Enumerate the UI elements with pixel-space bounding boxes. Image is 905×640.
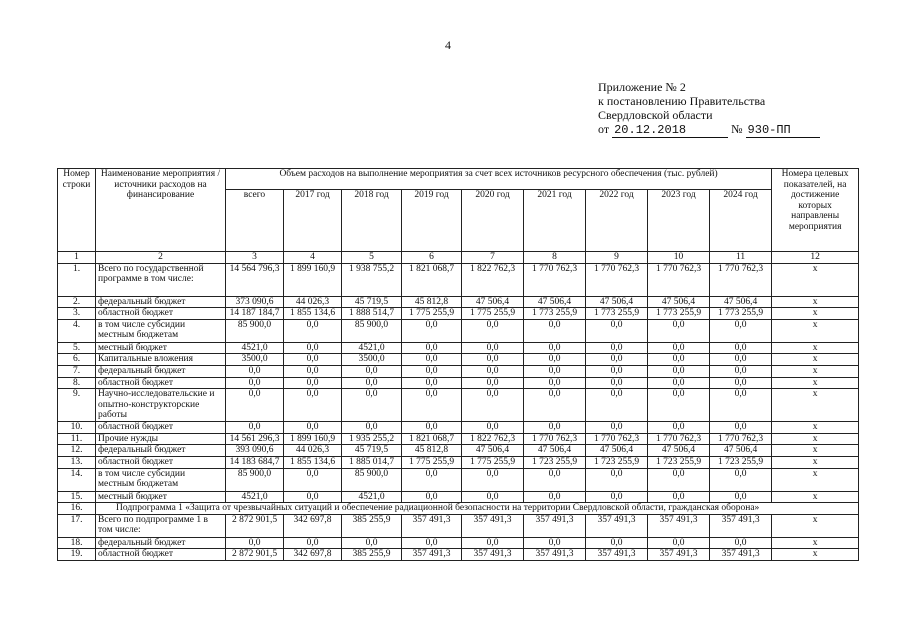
value-cell: 0,0 — [710, 319, 772, 342]
table-row — [58, 537, 859, 549]
value-cell: 0,0 — [524, 319, 586, 342]
row-number: 19. — [58, 549, 96, 561]
header-2022: 2022 год — [586, 190, 648, 252]
value-cell: 1 935 255,2 — [342, 433, 402, 445]
column-index-row — [58, 252, 859, 264]
value-cell: 0,0 — [586, 468, 648, 491]
value-cell: 0,0 — [402, 537, 462, 549]
table-row — [58, 433, 859, 445]
column-index-cell: 10 — [648, 252, 710, 264]
value-cell: 45 812,8 — [402, 296, 462, 308]
table-row — [58, 389, 859, 422]
row-name: областной бюджет — [96, 377, 226, 389]
value-cell: 0,0 — [586, 422, 648, 434]
row-name: Научно-исследовательские и опытно-конструкторские работы — [96, 389, 226, 422]
column-index-cell: 1 — [58, 252, 96, 264]
table-row — [58, 445, 859, 457]
table-row — [58, 491, 859, 503]
value-cell: 0,0 — [648, 342, 710, 354]
value-cell: 0,0 — [710, 342, 772, 354]
value-cell: 2 872 901,5 — [226, 514, 284, 537]
table-row — [58, 456, 859, 468]
value-cell: 0,0 — [462, 342, 524, 354]
row-name: областной бюджет — [96, 456, 226, 468]
value-cell: 1 770 762,3 — [586, 433, 648, 445]
value-cell: 0,0 — [462, 491, 524, 503]
value-cell: 0,0 — [342, 422, 402, 434]
target-cell: х — [772, 308, 859, 320]
value-cell: 47 506,4 — [648, 445, 710, 457]
row-number: 10. — [58, 422, 96, 434]
header-2018: 2018 год — [342, 190, 402, 252]
value-cell: 47 506,4 — [462, 296, 524, 308]
value-cell: 47 506,4 — [648, 296, 710, 308]
value-cell: 357 491,3 — [524, 514, 586, 537]
appendix-resolution: к постановлению Правительства — [598, 94, 766, 108]
value-cell: 0,0 — [226, 389, 284, 422]
value-cell: 0,0 — [648, 354, 710, 366]
column-index-cell: 8 — [524, 252, 586, 264]
value-cell: 0,0 — [648, 537, 710, 549]
table-header-row — [58, 169, 859, 190]
value-cell: 0,0 — [402, 389, 462, 422]
value-cell: 0,0 — [524, 377, 586, 389]
value-cell: 1 773 255,9 — [710, 308, 772, 320]
target-cell: х — [772, 342, 859, 354]
number-prefix: № — [731, 122, 743, 136]
value-cell: 0,0 — [284, 389, 342, 422]
value-cell: 0,0 — [710, 422, 772, 434]
value-cell: 0,0 — [342, 389, 402, 422]
column-index-cell: 4 — [284, 252, 342, 264]
value-cell: 47 506,4 — [710, 296, 772, 308]
row-name: Всего по подпрограмме 1 в том числе: — [96, 514, 226, 537]
value-cell: 357 491,3 — [402, 549, 462, 561]
row-number: 12. — [58, 445, 96, 457]
row-number: 18. — [58, 537, 96, 549]
value-cell: 0,0 — [710, 389, 772, 422]
target-cell: х — [772, 456, 859, 468]
value-cell: 14 564 796,3 — [226, 263, 284, 296]
row-name: областной бюджет — [96, 549, 226, 561]
value-cell: 4521,0 — [342, 491, 402, 503]
row-name: Прочие нужды — [96, 433, 226, 445]
value-cell: 0,0 — [710, 365, 772, 377]
value-cell: 0,0 — [462, 354, 524, 366]
resolution-number: 930-ПП — [746, 123, 820, 138]
value-cell: 342 697,8 — [284, 549, 342, 561]
row-number: 17. — [58, 514, 96, 537]
value-cell: 1 885 014,7 — [342, 456, 402, 468]
row-number: 5. — [58, 342, 96, 354]
value-cell: 357 491,3 — [586, 549, 648, 561]
value-cell: 0,0 — [462, 468, 524, 491]
header-2020: 2020 год — [462, 190, 524, 252]
value-cell: 47 506,4 — [586, 296, 648, 308]
value-cell: 45 719,5 — [342, 296, 402, 308]
header-2021: 2021 год — [524, 190, 586, 252]
value-cell: 0,0 — [342, 537, 402, 549]
value-cell: 357 491,3 — [462, 514, 524, 537]
value-cell: 0,0 — [524, 491, 586, 503]
value-cell: 0,0 — [462, 377, 524, 389]
header-2024: 2024 год — [710, 190, 772, 252]
value-cell: 357 491,3 — [710, 549, 772, 561]
row-number: 16. — [58, 503, 96, 515]
value-cell: 357 491,3 — [524, 549, 586, 561]
row-number: 8. — [58, 377, 96, 389]
value-cell: 1 821 068,7 — [402, 433, 462, 445]
value-cell: 0,0 — [462, 422, 524, 434]
header-row-number: Номер строки — [58, 169, 96, 252]
value-cell: 0,0 — [648, 377, 710, 389]
target-cell: х — [772, 296, 859, 308]
value-cell: 1 855 134,6 — [284, 456, 342, 468]
value-cell: 1 770 762,3 — [648, 263, 710, 296]
value-cell: 0,0 — [524, 342, 586, 354]
header-2017: 2017 год — [284, 190, 342, 252]
value-cell: 0,0 — [586, 365, 648, 377]
value-cell: 357 491,3 — [402, 514, 462, 537]
table-row — [58, 319, 859, 342]
value-cell: 1 723 255,9 — [648, 456, 710, 468]
target-cell: х — [772, 537, 859, 549]
value-cell: 342 697,8 — [284, 514, 342, 537]
row-name: местный бюджет — [96, 342, 226, 354]
value-cell: 357 491,3 — [586, 514, 648, 537]
date-prefix: от — [598, 122, 610, 136]
target-cell: х — [772, 491, 859, 503]
value-cell: 4521,0 — [226, 491, 284, 503]
value-cell: 45 719,5 — [342, 445, 402, 457]
value-cell: 393 090,6 — [226, 445, 284, 457]
header-volume: Объем расходов на выполнение мероприятия за счет всех источников ресурсного обеспечения (тыс. рублей) — [226, 169, 772, 190]
row-number: 1. — [58, 263, 96, 296]
row-number: 2. — [58, 296, 96, 308]
value-cell: 47 506,4 — [586, 445, 648, 457]
value-cell: 0,0 — [524, 365, 586, 377]
value-cell: 1 723 255,9 — [524, 456, 586, 468]
row-number: 6. — [58, 354, 96, 366]
value-cell: 85 900,0 — [342, 468, 402, 491]
value-cell: 0,0 — [284, 319, 342, 342]
appendix-date-line — [598, 122, 820, 138]
value-cell: 0,0 — [402, 354, 462, 366]
value-cell: 0,0 — [402, 365, 462, 377]
value-cell: 1 770 762,3 — [586, 263, 648, 296]
row-number: 9. — [58, 389, 96, 422]
column-index-cell: 2 — [96, 252, 226, 264]
value-cell: 357 491,3 — [648, 514, 710, 537]
value-cell: 1 770 762,3 — [648, 433, 710, 445]
value-cell: 0,0 — [648, 365, 710, 377]
table-row — [58, 296, 859, 308]
value-cell: 14 183 684,7 — [226, 456, 284, 468]
table-row — [58, 514, 859, 537]
value-cell: 85 900,0 — [226, 468, 284, 491]
row-number: 13. — [58, 456, 96, 468]
page-number: 4 — [445, 38, 451, 52]
row-name: областной бюджет — [96, 422, 226, 434]
target-cell: х — [772, 433, 859, 445]
value-cell: 0,0 — [586, 354, 648, 366]
value-cell: 44 026,3 — [284, 296, 342, 308]
header-name: Наименование мероприятия / источники расходов на финансирование — [96, 169, 226, 252]
value-cell: 1 770 762,3 — [524, 263, 586, 296]
value-cell: 0,0 — [342, 377, 402, 389]
table-row — [58, 354, 859, 366]
value-cell: 0,0 — [462, 537, 524, 549]
row-name: федеральный бюджет — [96, 365, 226, 377]
value-cell: 0,0 — [586, 377, 648, 389]
value-cell: 0,0 — [524, 422, 586, 434]
value-cell: 1 938 755,2 — [342, 263, 402, 296]
value-cell: 4521,0 — [342, 342, 402, 354]
value-cell: 357 491,3 — [462, 549, 524, 561]
table-row — [58, 342, 859, 354]
subprogram-title: Подпрограмма 1 «Защита от чрезвычайных ситуаций и обеспечение радиационной безопасности на территории Свердловской области, гражданская оборона» — [96, 503, 859, 515]
value-cell: 0,0 — [524, 389, 586, 422]
value-cell: 0,0 — [586, 342, 648, 354]
row-number: 15. — [58, 491, 96, 503]
value-cell: 0,0 — [710, 468, 772, 491]
row-name: федеральный бюджет — [96, 537, 226, 549]
value-cell: 0,0 — [710, 537, 772, 549]
value-cell: 0,0 — [710, 491, 772, 503]
value-cell: 0,0 — [648, 491, 710, 503]
value-cell: 85 900,0 — [342, 319, 402, 342]
value-cell: 0,0 — [586, 491, 648, 503]
header-2023: 2023 год — [648, 190, 710, 252]
value-cell: 1 888 514,7 — [342, 308, 402, 320]
value-cell: 45 812,8 — [402, 445, 462, 457]
value-cell: 0,0 — [226, 377, 284, 389]
table-row — [58, 468, 859, 491]
appendix-title: Приложение № 2 — [598, 80, 686, 94]
value-cell: 1 723 255,9 — [710, 456, 772, 468]
row-number: 4. — [58, 319, 96, 342]
value-cell: 0,0 — [284, 342, 342, 354]
value-cell: 0,0 — [524, 354, 586, 366]
value-cell: 1 770 762,3 — [710, 433, 772, 445]
row-number: 7. — [58, 365, 96, 377]
value-cell: 0,0 — [402, 468, 462, 491]
table-row — [58, 422, 859, 434]
value-cell: 1 855 134,6 — [284, 308, 342, 320]
table-row — [58, 263, 859, 296]
value-cell: 1 821 068,7 — [402, 263, 462, 296]
value-cell: 1 773 255,9 — [524, 308, 586, 320]
value-cell: 1 775 255,9 — [402, 456, 462, 468]
target-cell: х — [772, 468, 859, 491]
value-cell: 1 770 762,3 — [710, 263, 772, 296]
value-cell: 47 506,4 — [710, 445, 772, 457]
budget-table — [57, 168, 859, 561]
value-cell: 1 723 255,9 — [586, 456, 648, 468]
value-cell: 1 822 762,3 — [462, 263, 524, 296]
row-name: Капитальные вложения — [96, 354, 226, 366]
header-total: всего — [226, 190, 284, 252]
target-cell: х — [772, 263, 859, 296]
value-cell: 1 773 255,9 — [586, 308, 648, 320]
value-cell: 0,0 — [284, 377, 342, 389]
value-cell: 0,0 — [284, 422, 342, 434]
value-cell: 1 775 255,9 — [462, 456, 524, 468]
value-cell: 0,0 — [710, 354, 772, 366]
table-row — [58, 503, 859, 515]
target-cell: х — [772, 514, 859, 537]
value-cell: 0,0 — [648, 389, 710, 422]
value-cell: 373 090,6 — [226, 296, 284, 308]
value-cell: 357 491,3 — [648, 549, 710, 561]
value-cell: 385 255,9 — [342, 549, 402, 561]
value-cell: 14 187 184,7 — [226, 308, 284, 320]
appendix-region: Свердловской области — [598, 108, 713, 122]
target-cell: х — [772, 445, 859, 457]
row-name: местный бюджет — [96, 491, 226, 503]
value-cell: 0,0 — [284, 365, 342, 377]
row-name: Всего по государственной программе в том числе: — [96, 263, 226, 296]
value-cell: 0,0 — [402, 342, 462, 354]
target-cell: х — [772, 365, 859, 377]
target-cell: х — [772, 549, 859, 561]
value-cell: 0,0 — [402, 377, 462, 389]
value-cell: 0,0 — [586, 389, 648, 422]
value-cell: 0,0 — [524, 468, 586, 491]
value-cell: 44 026,3 — [284, 445, 342, 457]
column-index-cell: 7 — [462, 252, 524, 264]
column-index-cell: 5 — [342, 252, 402, 264]
value-cell: 47 506,4 — [524, 445, 586, 457]
value-cell: 1 773 255,9 — [648, 308, 710, 320]
row-name: в том числе субсидии местным бюджетам — [96, 319, 226, 342]
table-row — [58, 365, 859, 377]
value-cell: 0,0 — [284, 491, 342, 503]
target-cell: х — [772, 389, 859, 422]
value-cell: 3500,0 — [226, 354, 284, 366]
value-cell: 85 900,0 — [226, 319, 284, 342]
row-name: в том числе субсидии местным бюджетам — [96, 468, 226, 491]
value-cell: 1 899 160,9 — [284, 263, 342, 296]
value-cell: 1 775 255,9 — [462, 308, 524, 320]
target-cell: х — [772, 377, 859, 389]
value-cell: 0,0 — [462, 319, 524, 342]
row-number: 3. — [58, 308, 96, 320]
value-cell: 0,0 — [524, 537, 586, 549]
value-cell: 3500,0 — [342, 354, 402, 366]
column-index-cell: 9 — [586, 252, 648, 264]
target-cell: х — [772, 319, 859, 342]
column-index-cell: 6 — [402, 252, 462, 264]
value-cell: 0,0 — [586, 319, 648, 342]
value-cell: 47 506,4 — [462, 445, 524, 457]
value-cell: 357 491,3 — [710, 514, 772, 537]
table-row — [58, 377, 859, 389]
value-cell: 0,0 — [402, 319, 462, 342]
resolution-date: 20.12.2018 — [612, 123, 728, 138]
target-cell: х — [772, 354, 859, 366]
value-cell: 0,0 — [402, 422, 462, 434]
value-cell: 1 770 762,3 — [524, 433, 586, 445]
value-cell: 0,0 — [226, 537, 284, 549]
appendix-block — [598, 80, 820, 138]
row-name: федеральный бюджет — [96, 445, 226, 457]
value-cell: 0,0 — [710, 377, 772, 389]
value-cell: 0,0 — [402, 491, 462, 503]
header-2019: 2019 год — [402, 190, 462, 252]
row-number: 14. — [58, 468, 96, 491]
target-cell: х — [772, 422, 859, 434]
header-targets: Номера целевых показателей, на достижение которых направлены мероприятия — [772, 169, 859, 252]
value-cell: 0,0 — [342, 365, 402, 377]
table-row — [58, 308, 859, 320]
value-cell: 385 255,9 — [342, 514, 402, 537]
value-cell: 0,0 — [226, 365, 284, 377]
value-cell: 0,0 — [648, 468, 710, 491]
value-cell: 0,0 — [284, 537, 342, 549]
value-cell: 0,0 — [226, 422, 284, 434]
row-number: 11. — [58, 433, 96, 445]
value-cell: 47 506,4 — [524, 296, 586, 308]
value-cell: 0,0 — [586, 537, 648, 549]
value-cell: 0,0 — [462, 389, 524, 422]
row-name: федеральный бюджет — [96, 296, 226, 308]
value-cell: 0,0 — [284, 354, 342, 366]
value-cell: 1 775 255,9 — [402, 308, 462, 320]
value-cell: 0,0 — [284, 468, 342, 491]
value-cell: 1 822 762,3 — [462, 433, 524, 445]
value-cell: 0,0 — [648, 422, 710, 434]
value-cell: 0,0 — [648, 319, 710, 342]
value-cell: 14 561 296,3 — [226, 433, 284, 445]
column-index-cell: 12 — [772, 252, 859, 264]
column-index-cell: 3 — [226, 252, 284, 264]
column-index-cell: 11 — [710, 252, 772, 264]
value-cell: 0,0 — [462, 365, 524, 377]
value-cell: 4521,0 — [226, 342, 284, 354]
value-cell: 2 872 901,5 — [226, 549, 284, 561]
table-row — [58, 549, 859, 561]
row-name: областной бюджет — [96, 308, 226, 320]
value-cell: 1 899 160,9 — [284, 433, 342, 445]
